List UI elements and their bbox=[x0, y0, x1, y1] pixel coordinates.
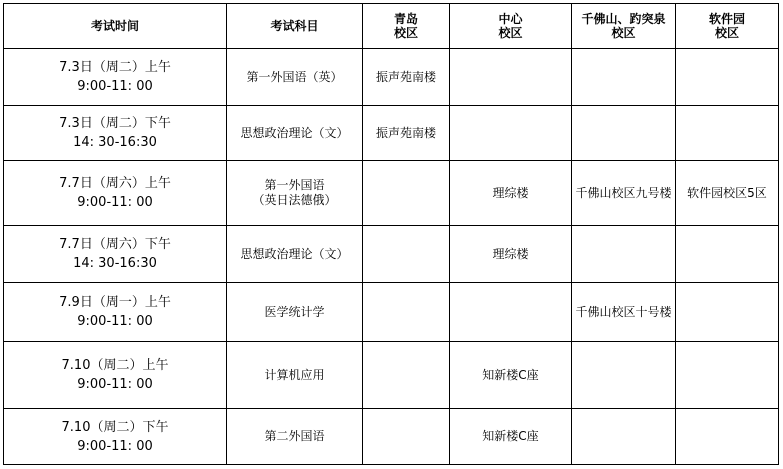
software-location-cell bbox=[676, 226, 779, 283]
exam-schedule-wrapper bbox=[3, 3, 779, 465]
qingdao-location-cell bbox=[363, 161, 450, 226]
qianfo-location-cell bbox=[572, 409, 676, 465]
qianfo-location-cell: 千佛山校区九号楼 bbox=[572, 161, 676, 226]
exam-time-cell: 7.3日（周二）下午 14: 30-16:30 bbox=[4, 106, 227, 161]
table-row bbox=[4, 226, 779, 283]
exam-time-cell: 7.7日（周六）下午 14: 30-16:30 bbox=[4, 226, 227, 283]
header-exam-subject: 考试科目 bbox=[227, 4, 363, 49]
exam-time-cell: 7.10（周二）上午 9:00-11: 00 bbox=[4, 342, 227, 409]
qingdao-location-cell bbox=[363, 226, 450, 283]
exam-time-cell: 7.9日（周一）上午 9:00-11: 00 bbox=[4, 283, 227, 342]
header-software-campus: 软件园 校区 bbox=[676, 4, 779, 49]
qingdao-location-cell bbox=[363, 409, 450, 465]
exam-time-cell: 7.10（周二）下午 9:00-11: 00 bbox=[4, 409, 227, 465]
qianfo-location-cell bbox=[572, 342, 676, 409]
exam-subject-cell: 第二外国语 bbox=[227, 409, 363, 465]
center-location-cell bbox=[450, 106, 572, 161]
center-location-cell bbox=[450, 49, 572, 106]
header-row bbox=[4, 4, 779, 49]
exam-subject-cell: 计算机应用 bbox=[227, 342, 363, 409]
table-row bbox=[4, 409, 779, 465]
table-row bbox=[4, 342, 779, 409]
header-qingdao-campus: 青岛 校区 bbox=[363, 4, 450, 49]
software-location-cell bbox=[676, 342, 779, 409]
qingdao-location-cell: 振声苑南楼 bbox=[363, 106, 450, 161]
center-location-cell: 理综楼 bbox=[450, 226, 572, 283]
qianfo-location-cell bbox=[572, 226, 676, 283]
qianfo-location-cell bbox=[572, 49, 676, 106]
table-row bbox=[4, 106, 779, 161]
software-location-cell bbox=[676, 283, 779, 342]
exam-subject-cell: 第一外国语 （英日法德俄） bbox=[227, 161, 363, 226]
table-row bbox=[4, 161, 779, 226]
exam-subject-cell: 第一外国语（英） bbox=[227, 49, 363, 106]
header-center-campus: 中心 校区 bbox=[450, 4, 572, 49]
qingdao-location-cell bbox=[363, 283, 450, 342]
table-row bbox=[4, 283, 779, 342]
software-location-cell bbox=[676, 409, 779, 465]
exam-subject-cell: 思想政治理论（文） bbox=[227, 106, 363, 161]
software-location-cell bbox=[676, 106, 779, 161]
qingdao-location-cell: 振声苑南楼 bbox=[363, 49, 450, 106]
center-location-cell: 知新楼C座 bbox=[450, 342, 572, 409]
header-qianfo-campus: 千佛山、趵突泉 校区 bbox=[572, 4, 676, 49]
qianfo-location-cell bbox=[572, 106, 676, 161]
table-row bbox=[4, 49, 779, 106]
exam-schedule-table bbox=[3, 3, 779, 465]
exam-subject-cell: 医学统计学 bbox=[227, 283, 363, 342]
software-location-cell bbox=[676, 49, 779, 106]
center-location-cell: 知新楼C座 bbox=[450, 409, 572, 465]
exam-time-cell: 7.7日（周六）上午 9:00-11: 00 bbox=[4, 161, 227, 226]
header-exam-time: 考试时间 bbox=[4, 4, 227, 49]
qianfo-location-cell: 千佛山校区十号楼 bbox=[572, 283, 676, 342]
software-location-cell: 软件园校区5区 bbox=[676, 161, 779, 226]
exam-subject-cell: 思想政治理论（文） bbox=[227, 226, 363, 283]
center-location-cell: 理综楼 bbox=[450, 161, 572, 226]
qingdao-location-cell bbox=[363, 342, 450, 409]
exam-time-cell: 7.3日（周二）上午 9:00-11: 00 bbox=[4, 49, 227, 106]
center-location-cell bbox=[450, 283, 572, 342]
